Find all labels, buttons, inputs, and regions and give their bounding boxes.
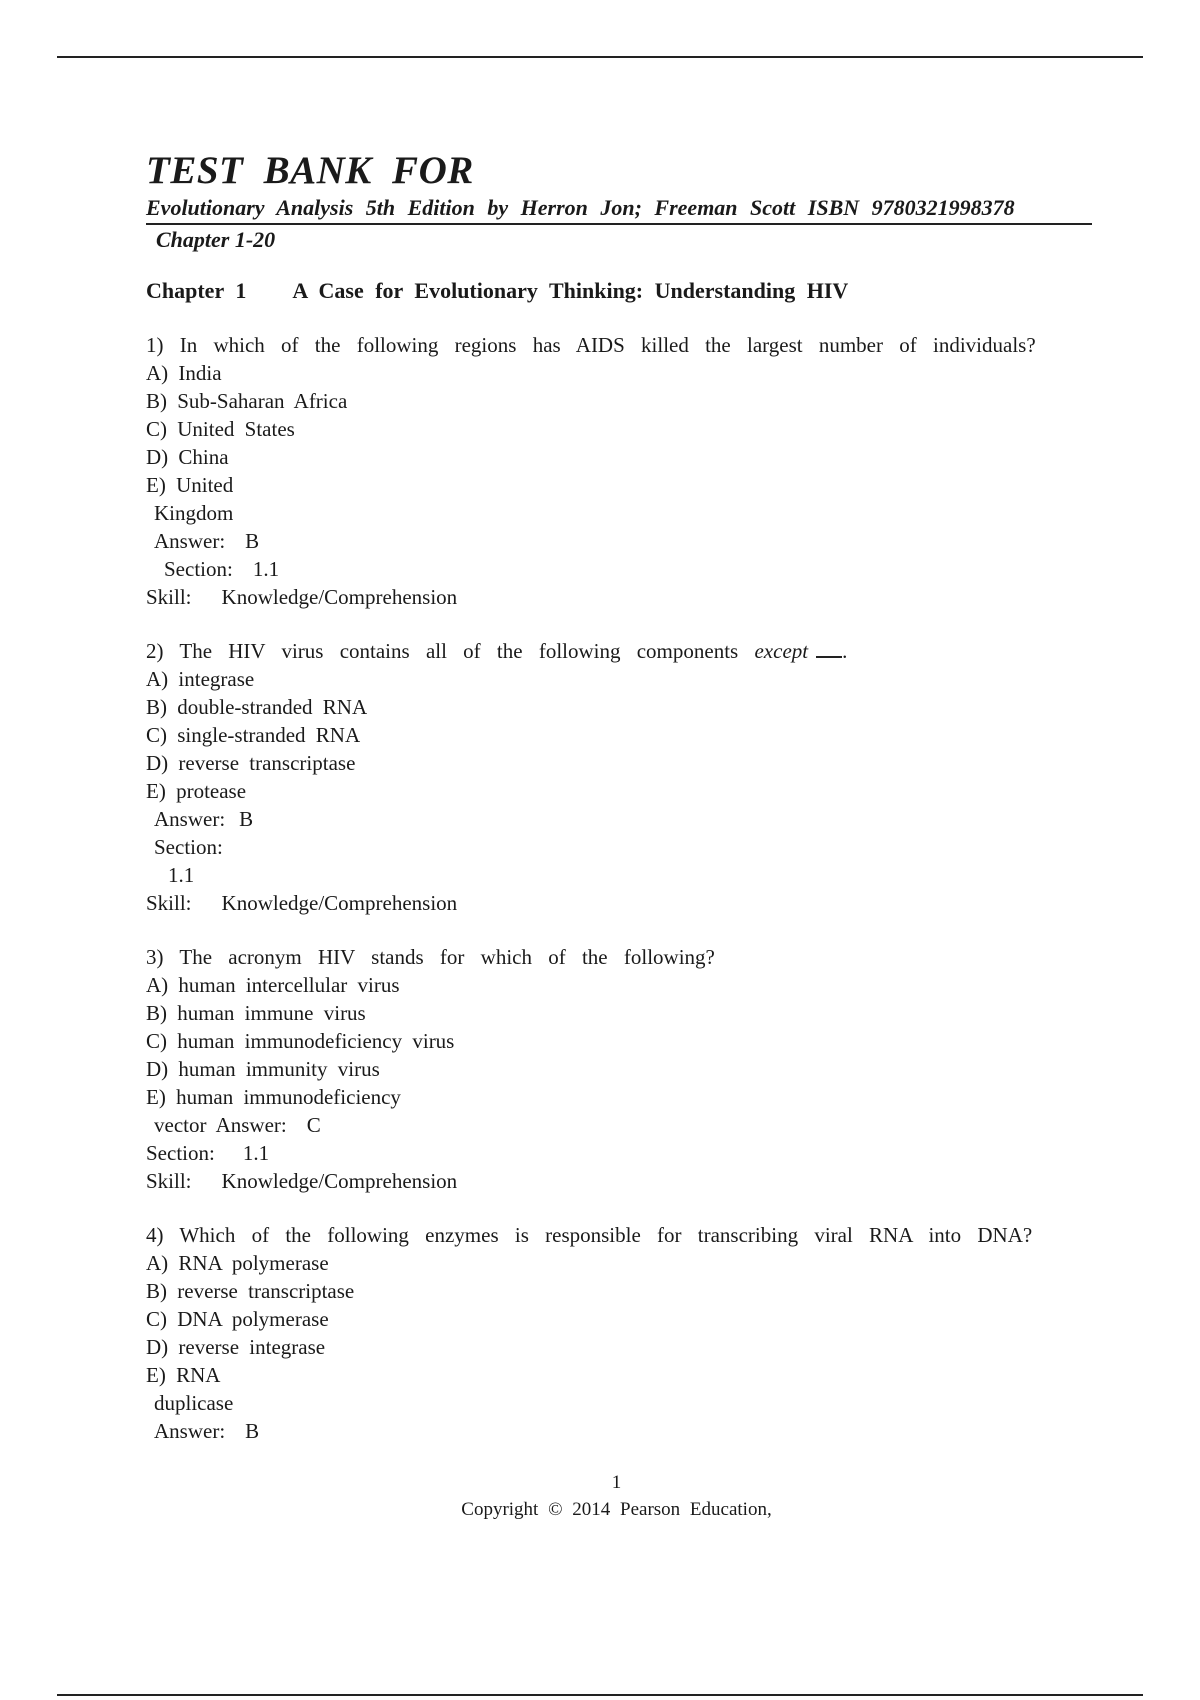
option-d: D) reverse integrase xyxy=(146,1335,326,1359)
option-b: B) reverse transcriptase xyxy=(146,1279,355,1303)
option-b: B) human immune virus xyxy=(146,1001,366,1025)
answer-line xyxy=(146,1417,1092,1445)
skill-line xyxy=(146,889,1092,917)
option-c: C) human immunodeficiency virus xyxy=(146,1029,455,1053)
option-c: C) United States xyxy=(146,417,295,441)
answer-value: B xyxy=(239,807,254,831)
skill-line xyxy=(146,583,1092,611)
answer-label: Answer: xyxy=(154,1419,226,1443)
skill-value: Knowledge/Comprehension xyxy=(221,1169,458,1193)
section-value: 1.1 xyxy=(242,1141,270,1165)
question-4 xyxy=(146,1221,1092,1445)
copyright-notice: Copyright © 2014 Pearson Education, xyxy=(461,1499,772,1520)
answer-line xyxy=(146,805,1092,833)
answer-label: Answer: xyxy=(154,807,226,831)
question-1 xyxy=(146,331,1092,611)
option-d: D) human immunity virus xyxy=(146,1057,380,1081)
skill-label: Skill: xyxy=(146,1169,192,1193)
question-stem xyxy=(146,637,1092,665)
bottom-rule xyxy=(57,1694,1143,1696)
document-title: TEST BANK FOR xyxy=(146,149,474,192)
answer-label: Answer: xyxy=(154,529,226,553)
stem-emphasis: except xyxy=(754,639,809,663)
section-value: 1.1 xyxy=(252,557,280,581)
question-3 xyxy=(146,943,1092,1195)
option-e-wrap: vector xyxy=(154,1113,207,1137)
question-stem: 3) The acronym HIV stands for which of the following? xyxy=(146,945,715,969)
chapter-title: A Case for Evolutionary Thinking: Understanding HIV xyxy=(292,278,849,303)
question-2 xyxy=(146,637,1092,917)
section-label: Section: xyxy=(146,1141,215,1165)
option-e: E) protease xyxy=(146,779,247,803)
book-subtitle: Evolutionary Analysis 5th Edition by Herron Jon; Freeman Scott ISBN 9780321998378 xyxy=(146,194,1092,225)
question-stem: 4) Which of the following enzymes is responsible for transcribing viral RNA into DNA? xyxy=(146,1223,1033,1247)
chapter-heading xyxy=(146,277,1092,305)
skill-value: Knowledge/Comprehension xyxy=(221,891,458,915)
page-content xyxy=(146,148,1092,1445)
section-line xyxy=(146,555,1092,583)
answer-value: B xyxy=(245,529,260,553)
option-a: A) India xyxy=(146,361,222,385)
section-line xyxy=(146,1139,1092,1167)
stem-end: . xyxy=(842,639,848,663)
option-e-wrap: Kingdom xyxy=(154,501,234,525)
section-label: Section: xyxy=(154,835,223,859)
answer-value: C xyxy=(306,1113,321,1137)
section-value: 1.1 xyxy=(168,863,195,887)
option-a: A) integrase xyxy=(146,667,255,691)
option-e: E) United xyxy=(146,473,234,497)
answer-value: B xyxy=(245,1419,260,1443)
option-b: B) double-stranded RNA xyxy=(146,695,368,719)
section-label: Section: xyxy=(164,557,233,581)
question-stem: 1) In which of the following regions has AIDS killed the largest number of individuals? xyxy=(146,333,1036,357)
stem-text: 2) The HIV virus contains all of the following components xyxy=(146,639,739,663)
top-rule xyxy=(57,56,1143,58)
option-a: A) human intercellular virus xyxy=(146,973,400,997)
option-c: C) single-stranded RNA xyxy=(146,723,361,747)
answer-label: Answer: xyxy=(215,1113,287,1137)
option-a: A) RNA polymerase xyxy=(146,1251,329,1275)
page-number: 1 xyxy=(611,1472,622,1493)
skill-label: Skill: xyxy=(146,585,192,609)
skill-line xyxy=(146,1167,1092,1195)
option-d: D) China xyxy=(146,445,229,469)
option-e: E) human immunodeficiency xyxy=(146,1085,401,1109)
option-b: B) Sub-Saharan Africa xyxy=(146,389,348,413)
skill-value: Knowledge/Comprehension xyxy=(221,585,458,609)
option-d: D) reverse transcriptase xyxy=(146,751,356,775)
option-e-wrap: duplicase xyxy=(154,1391,234,1415)
chapter-range: Chapter 1-20 xyxy=(156,227,276,252)
answer-line xyxy=(146,527,1092,555)
option-e: E) RNA xyxy=(146,1363,221,1387)
answer-line xyxy=(146,1111,1092,1139)
option-c: C) DNA polymerase xyxy=(146,1307,329,1331)
chapter-number: Chapter 1 xyxy=(146,278,247,303)
skill-label: Skill: xyxy=(146,891,192,915)
answer-blank xyxy=(816,638,842,658)
